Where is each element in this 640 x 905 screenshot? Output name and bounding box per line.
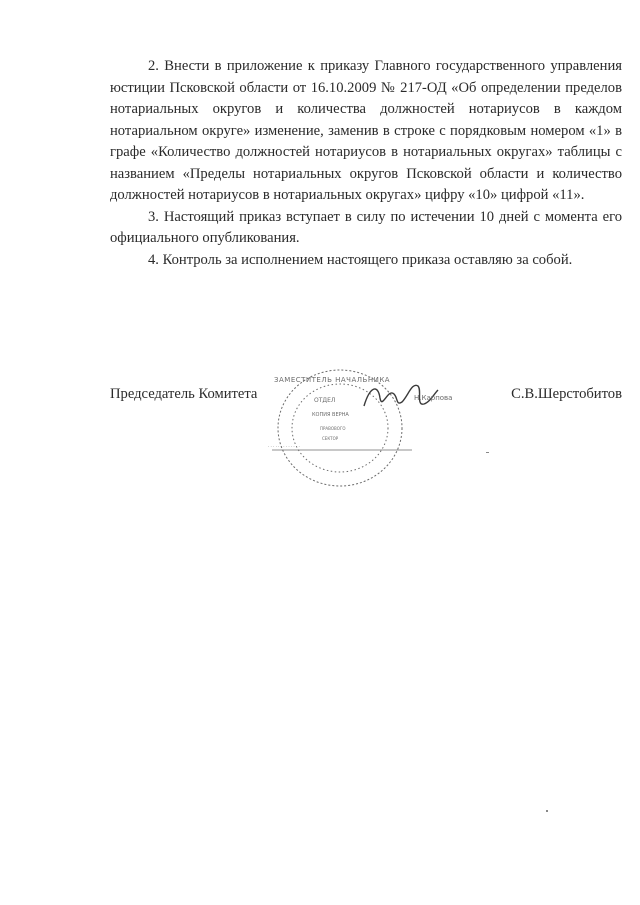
svg-text:· · · · · · · · · · · · ·: · · · · · · · · · · · · · bbox=[268, 444, 300, 449]
scan-speck bbox=[546, 810, 548, 812]
signature-block bbox=[110, 386, 622, 410]
order-body bbox=[110, 56, 622, 271]
svg-text:ОТДЕЛ: ОТДЕЛ bbox=[314, 397, 336, 404]
signatory-name: С.В.Шерстобитов bbox=[511, 386, 622, 402]
svg-text:КОПИЯ ВЕРНА: КОПИЯ ВЕРНА bbox=[312, 412, 349, 418]
svg-text:СЕКТОР: СЕКТОР bbox=[322, 436, 339, 441]
svg-text:ЗАМЕСТИТЕЛЬ НАЧАЛЬНИКА: ЗАМЕСТИТЕЛЬ НАЧАЛЬНИКА bbox=[274, 376, 391, 384]
paragraph-3: 3. Настоящий приказ вступает в силу по истечении 10 дней с момента его официального опубликования. bbox=[110, 208, 622, 246]
signatory-title: Председатель Комитета bbox=[110, 386, 258, 402]
paragraph-4: 4. Контроль за исполнением настоящего приказа оставляю за собой. bbox=[148, 251, 573, 268]
svg-text:ПРАВОВОГО: ПРАВОВОГО bbox=[320, 426, 346, 431]
scan-speck bbox=[486, 452, 489, 453]
paragraph-2: 2. Внести в приложение к приказу Главного государственного управления юстиции Псковской области от 16.10.2009 № 217-ОД «Об определении пределов нотариальных округов и количества должностей нотариусов в каждом нотариальном округе» изменение, заменив в строке с порядковым номером «1» в графе «Количество должностей нотариусов в нотариальных округах» таблицы с названием «Пределы нотариальных округов Псковской области и количество должностей нотариусов в нотариальных округах» цифру «10» цифрой «11». bbox=[110, 58, 622, 203]
svg-text:Н.Карпова: Н.Карпова bbox=[414, 394, 453, 402]
